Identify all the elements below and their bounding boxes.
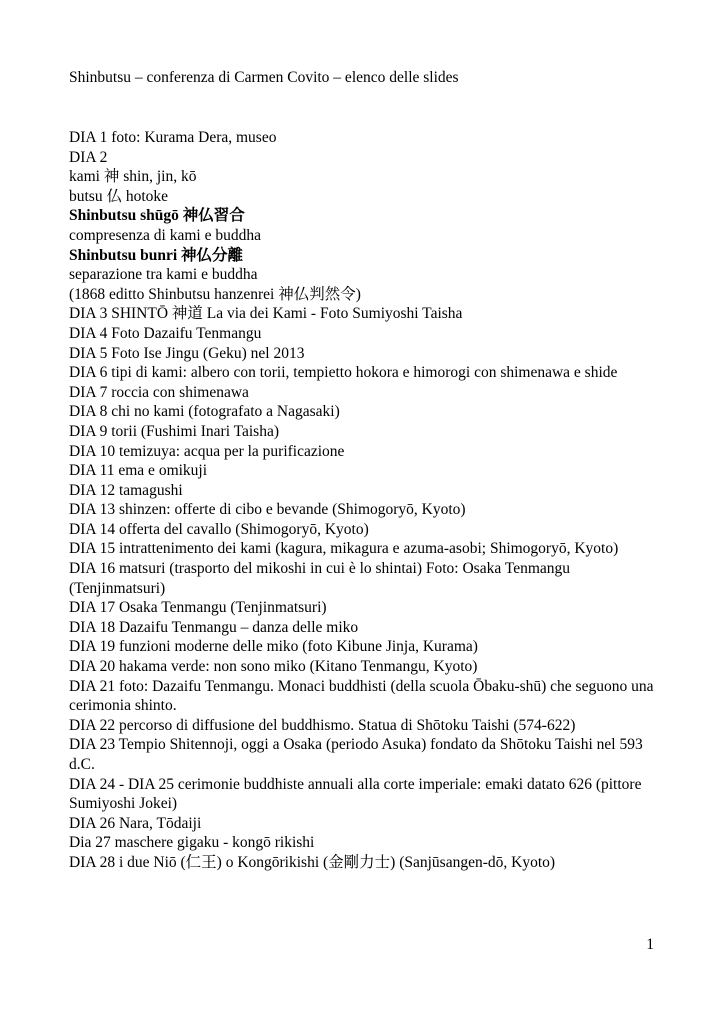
list-line: DIA 5 Foto Ise Jingu (Geku) nel 2013 [69, 344, 305, 362]
list-line: DIA 22 percorso di diffusione del buddhismo. Statua di Shōtoku Taishi (574-622) [69, 716, 576, 734]
list-line: DIA 14 offerta del cavallo (Shimogoryō, Kyoto) [69, 520, 369, 538]
page-number: 1 [646, 936, 654, 953]
list-line: DIA 19 funzioni moderne delle miko (foto Kibune Jinja, Kurama) [69, 638, 478, 656]
list-line: DIA 11 ema e omikuji [69, 462, 208, 480]
list-line: DIA 1 foto: Kurama Dera, museo [69, 129, 277, 146]
list-line: DIA 16 matsuri (trasporto del mikoshi in cui è lo shintai) Foto: Osaka Tenmangu (Tenjinmatsuri) [69, 560, 571, 597]
list-line: DIA 4 Foto Dazaifu Tenmangu [69, 324, 262, 342]
list-line: kami 神 shin, jin, kō [69, 168, 197, 186]
list-line: DIA 7 roccia con shimenawa [69, 383, 249, 401]
document-title: Shinbutsu – conferenza di Carmen Covito – elenco delle slides [69, 69, 459, 86]
list-line: DIA 8 chi no kami (fotografato a Nagasaki) [69, 403, 340, 421]
list-line-heading: Shinbutsu shūgō 神仏習合 [69, 207, 245, 225]
list-line: DIA 18 Dazaifu Tenmangu – danza delle miko [69, 618, 359, 636]
list-line: DIA 26 Nara, Tōdaiji [69, 814, 202, 832]
list-line: DIA 13 shinzen: offerte di cibo e bevande (Shimogoryō, Kyoto) [69, 501, 466, 519]
list-line: compresenza di kami e buddha [69, 226, 261, 244]
document-page [69, 68, 655, 873]
list-line: DIA 2 [69, 148, 108, 166]
list-line: DIA 10 temizuya: acqua per la purificazione [69, 442, 345, 460]
list-line-heading: Shinbutsu bunri 神仏分離 [69, 246, 244, 264]
list-line: DIA 9 torii (Fushimi Inari Taisha) [69, 422, 280, 440]
list-line: DIA 17 Osaka Tenmangu (Tenjinmatsuri) [69, 599, 327, 617]
list-line: DIA 12 tamagushi [69, 481, 183, 499]
list-line: DIA 28 i due Niō (仁王) o Kongōrikishi (金剛力士) (Sanjūsangen-dō, Kyoto) [69, 853, 556, 871]
list-line: DIA 20 hakama verde: non sono miko (Kitano Tenmangu, Kyoto) [69, 658, 478, 676]
list-line: DIA 21 foto: Dazaifu Tenmangu. Monaci buddhisti (della scuola Ōbaku-shū) che seguono una cerimonia shinto. [69, 677, 654, 715]
list-line: DIA 23 Tempio Shitennoji, oggi a Osaka (periodo Asuka) fondato da Shōtoku Taishi nel 593 d.C. [69, 736, 643, 773]
list-line: separazione tra kami e buddha [69, 266, 258, 284]
list-line: DIA 3 SHINTŌ 神道 La via dei Kami - Foto Sumiyoshi Taisha [69, 305, 463, 323]
list-line: DIA 15 intrattenimento dei kami (kagura, mikagura e azuma-asobi; Shimogoryō, Kyoto) [69, 540, 619, 558]
list-line: DIA 6 tipi di kami: albero con torii, tempietto hokora e himorogi con shimenawa e shide [69, 364, 618, 382]
slide-list [69, 128, 655, 873]
list-line: (1868 editto Shinbutsu hanzenrei 神仏判然令) [69, 285, 361, 303]
list-line: DIA 24 - DIA 25 cerimonie buddhiste annuali alla corte imperiale: emaki datato 626 (pittore Sumiyoshi Jokei) [69, 775, 642, 813]
list-line: Dia 27 maschere gigaku - kongō rikishi [69, 834, 315, 852]
list-line: butsu 仏 hotoke [69, 187, 169, 205]
